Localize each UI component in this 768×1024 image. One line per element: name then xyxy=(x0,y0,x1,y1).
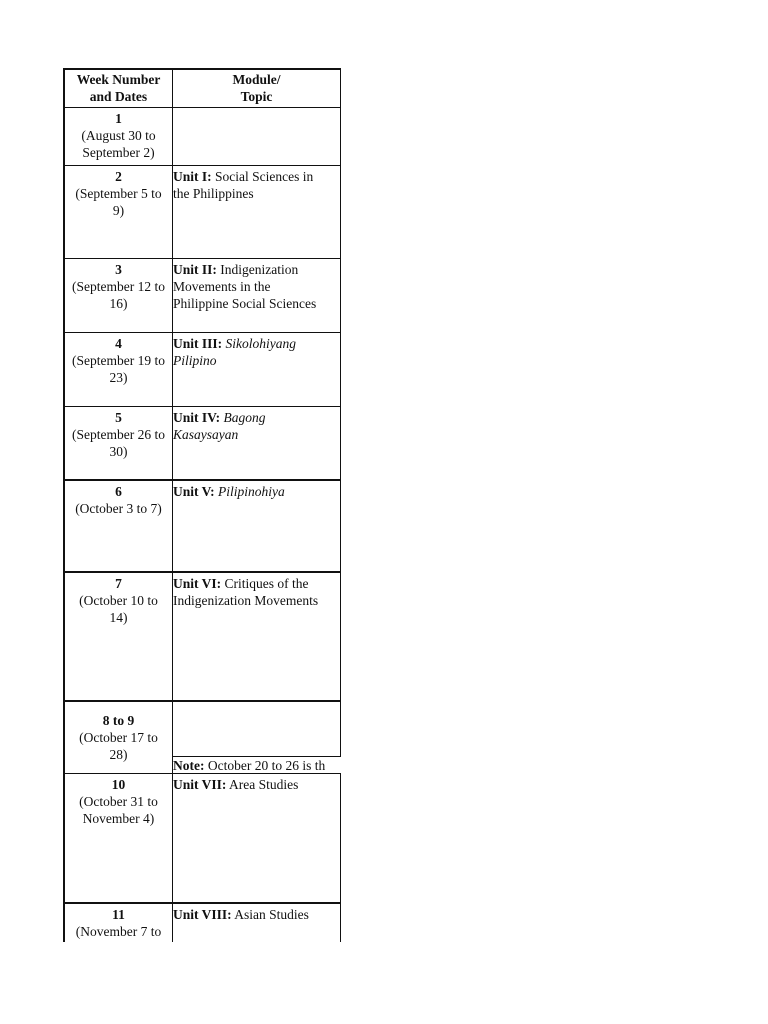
week-dates: (October 3 to 7) xyxy=(75,501,162,516)
table-row-week-10 xyxy=(63,774,173,904)
week-dates: 28) xyxy=(109,747,128,762)
week-dates: (October 10 to xyxy=(79,593,158,608)
week-dates: (October 17 to xyxy=(79,730,158,745)
topic-text: Social Sciences in xyxy=(215,169,314,184)
week-dates: (September 5 to xyxy=(75,186,162,201)
table-row-topic-6 xyxy=(172,481,341,573)
note-text: October 20 to 26 is th xyxy=(207,758,326,773)
week-dates: (September 12 to xyxy=(72,279,165,294)
table-row-week-2 xyxy=(63,166,173,259)
unit-label: Unit I: xyxy=(173,169,212,184)
week-number: 2 xyxy=(115,169,122,184)
week-number: 7 xyxy=(115,576,122,591)
unit-label: Unit IV: xyxy=(173,410,221,425)
topic-text: Kasaysayan xyxy=(173,427,239,442)
week-dates: 30) xyxy=(109,444,128,459)
topic-text: Movements in the xyxy=(173,279,271,294)
table-row-week-3 xyxy=(63,259,173,333)
table-row-topic-10 xyxy=(172,774,341,904)
table-row-topic-8-9 xyxy=(172,702,341,756)
week-number: 10 xyxy=(111,777,126,792)
unit-label: Unit III: xyxy=(173,336,223,351)
table-grid xyxy=(63,68,341,942)
table-row-week-4 xyxy=(63,333,173,407)
unit-label: Unit V: xyxy=(173,484,215,499)
topic-text: the Philippines xyxy=(173,186,254,201)
topic-text: Asian Studies xyxy=(234,907,309,922)
table-row-week-11 xyxy=(63,904,173,942)
topic-text: Indigenization Movements xyxy=(173,593,319,608)
table-row-week-7 xyxy=(63,573,173,702)
week-dates: 14) xyxy=(109,610,128,625)
header-topic-line1: Module/ xyxy=(232,72,281,87)
week-number: 11 xyxy=(112,907,125,922)
table-row-week-8-9 xyxy=(63,702,173,774)
topic-text: Critiques of the xyxy=(224,576,309,591)
topic-text: Pilipino xyxy=(173,353,217,368)
week-dates: 16) xyxy=(109,296,128,311)
header-topic-cell xyxy=(172,68,341,108)
table-row-week-1 xyxy=(63,108,173,166)
header-week-line1: Week Number xyxy=(76,72,161,87)
unit-label: Unit VII: xyxy=(173,777,227,792)
topic-text: Bagong xyxy=(223,410,266,425)
week-number: 3 xyxy=(115,262,122,277)
table-row-topic-2 xyxy=(172,166,341,259)
week-number: 1 xyxy=(115,111,122,126)
unit-label: Unit VI: xyxy=(173,576,222,591)
week-number: 8 to 9 xyxy=(102,713,135,728)
schedule-table xyxy=(63,68,341,942)
week-dates: (August 30 to xyxy=(81,128,156,143)
week-number: 4 xyxy=(115,336,122,351)
note-cell xyxy=(172,756,341,774)
table-row-topic-3 xyxy=(172,259,341,333)
week-dates: 9) xyxy=(112,203,125,218)
table-row-week-6 xyxy=(63,481,173,573)
table-row-topic-1 xyxy=(172,108,341,166)
unit-label: Unit II: xyxy=(173,262,217,277)
table-row-topic-4 xyxy=(172,333,341,407)
table-row-topic-7 xyxy=(172,573,341,702)
topic-text: Area Studies xyxy=(229,777,299,792)
header-week-cell xyxy=(63,68,173,108)
topic-text: Pilipinohiya xyxy=(218,484,285,499)
topic-text: Philippine Social Sciences xyxy=(173,296,317,311)
unit-label: Unit VIII: xyxy=(173,907,232,922)
week-number: 5 xyxy=(115,410,122,425)
table-row-topic-11 xyxy=(172,904,341,942)
topic-text: Sikolohiyang xyxy=(225,336,297,351)
note-label: Note: xyxy=(173,758,205,773)
week-dates: November 4) xyxy=(82,811,155,826)
header-week-line2: and Dates xyxy=(89,89,148,104)
header-topic-line2: Topic xyxy=(240,89,273,104)
week-dates: (September 26 to xyxy=(72,427,165,442)
table-row-week-5 xyxy=(63,407,173,481)
week-dates: September 2) xyxy=(82,145,155,160)
topic-text: Indigenization xyxy=(220,262,299,277)
week-dates: (September 19 to xyxy=(72,353,165,368)
week-dates: (November 7 to xyxy=(75,924,162,939)
table-row-topic-5 xyxy=(172,407,341,481)
week-dates: (October 31 to xyxy=(79,794,158,809)
week-number: 6 xyxy=(115,484,122,499)
week-dates: 23) xyxy=(109,370,128,385)
